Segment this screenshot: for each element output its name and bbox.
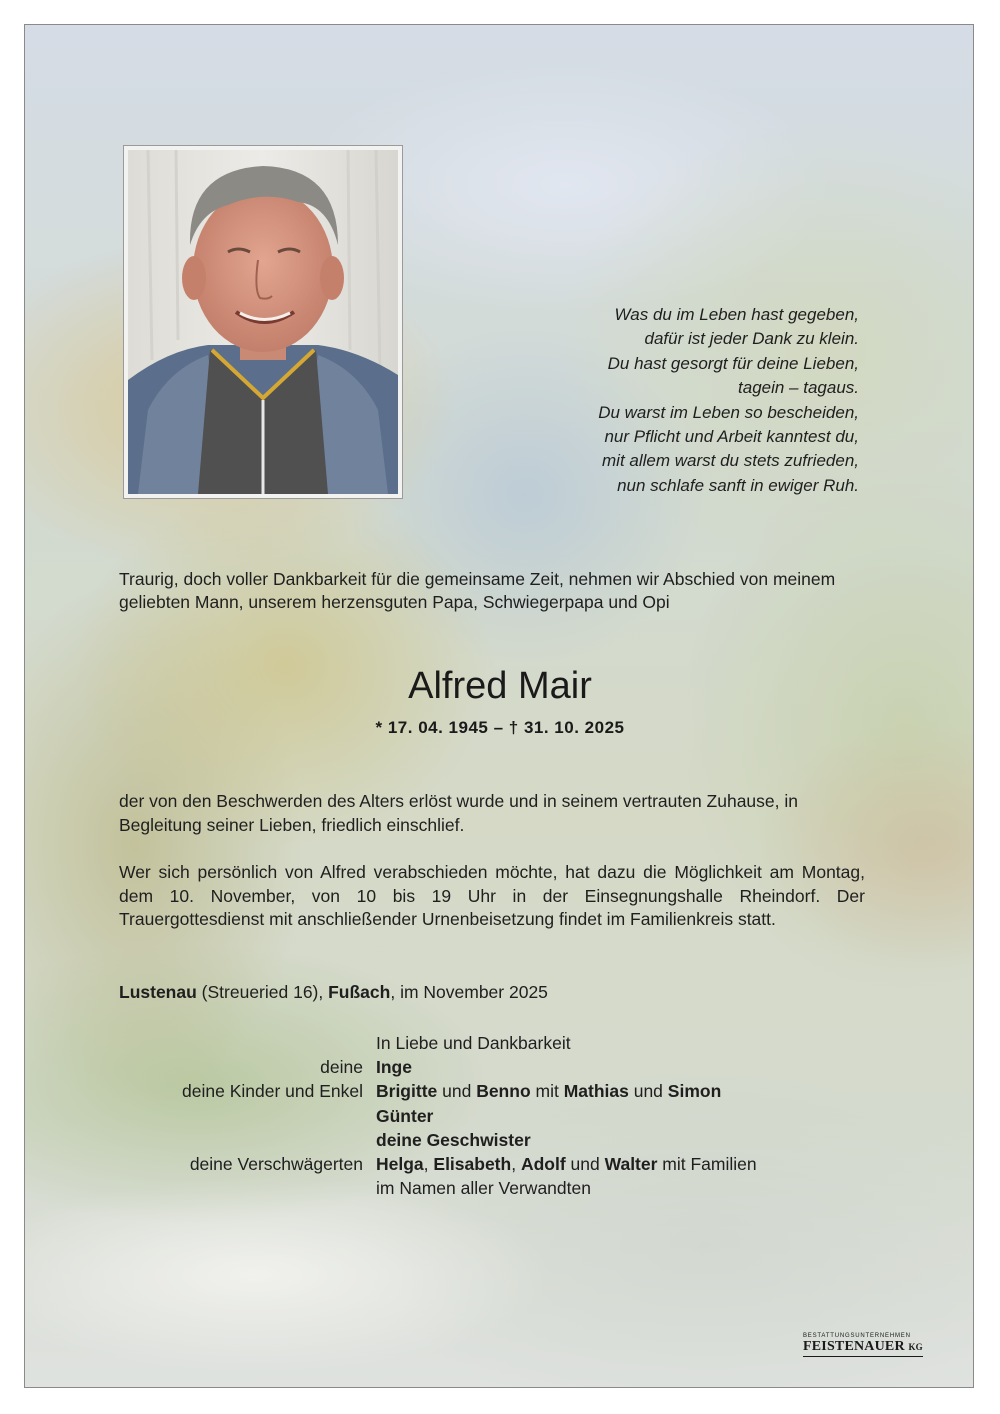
place-address: (Streueried 16),: [196, 982, 329, 1002]
inlaw-name: Helga: [376, 1153, 424, 1174]
siblings-text: deine Geschwister: [376, 1129, 531, 1150]
children-label: deine Kinder und Enkel: [182, 1081, 363, 1102]
poem-line: nur Pflicht und Arbeit kanntest du,: [604, 427, 859, 447]
connector: und: [437, 1081, 477, 1102]
siblings-line: [376, 1128, 757, 1152]
signature-intro: In Liebe und Dankbarkeit: [376, 1033, 571, 1053]
connector: ,: [511, 1153, 521, 1174]
connector: ,: [423, 1153, 434, 1174]
connector: und: [628, 1081, 668, 1102]
inlaws-label: deine Verschwägerten: [189, 1153, 363, 1174]
wife-name: [376, 1055, 757, 1079]
inlaw-name: Adolf: [520, 1153, 566, 1174]
deceased-name: Alfred Mair: [408, 665, 592, 707]
signature-names: [376, 1031, 757, 1200]
farewell-paragraph: Wer sich persönlich von Alfred verabschieden möchte, hat dazu die Möglichkeit am Montag, dem 10. November, von 10 bis 19 Uhr in der Einsegnungshalle Rheindorf. Der Trauergottesdienst mit anschließender Urnenbeisetzung findet im Familienkreis statt.: [119, 862, 865, 929]
logo-name: FEISTENAUER: [803, 1339, 905, 1354]
signature-spacer: [115, 1031, 363, 1055]
poem-line: Was du im Leben hast gegeben,: [614, 305, 859, 324]
place-date: , im November 2025: [390, 982, 548, 1002]
child-name-2-text: Günter: [376, 1105, 434, 1126]
wife-name-text: Inge: [376, 1057, 412, 1078]
place-town-2: Fußach: [328, 982, 391, 1002]
inlaws-names: [376, 1152, 757, 1176]
grandchild-name: Mathias: [563, 1081, 629, 1102]
logo-wordmark: [803, 1339, 923, 1357]
signature-spacer: [115, 1104, 363, 1128]
partner-name: Benno: [476, 1081, 531, 1102]
passing-paragraph: der von den Beschwerden des Alters erlöst wurde und in seinem vertrauten Zuhause, in Begleitung seiner Lieben, friedlich einschlief.: [119, 791, 798, 835]
relatives-line: im Namen aller Verwandten: [376, 1178, 591, 1199]
portrait-image: [128, 150, 398, 494]
obituary-frame: [24, 24, 974, 1388]
inlaw-name: Elisabeth: [433, 1153, 512, 1174]
signature-spacer: [115, 1128, 363, 1152]
poem-line: Du hast gesorgt für deine Lieben,: [607, 353, 859, 373]
children-names: [376, 1079, 757, 1103]
wife-label: deine: [320, 1057, 363, 1078]
poem-line: Du warst im Leben so bescheiden,: [598, 402, 859, 422]
place-town-1: Lustenau: [119, 982, 197, 1002]
logo-subtitle: BESTATTUNGSUNTERNEHMEN: [803, 1333, 911, 1339]
child-name-2: [376, 1104, 757, 1128]
poem-line: nun schlafe sanft in ewiger Ruh.: [617, 475, 859, 495]
poem-line: tagein – tagaus.: [738, 378, 859, 398]
families-text: mit Familien: [657, 1153, 757, 1174]
grandchild-name: Simon: [667, 1081, 722, 1102]
connector: und: [565, 1153, 605, 1174]
funeral-home-logo: [803, 1333, 923, 1357]
inlaw-name: Walter: [604, 1153, 658, 1174]
life-dates: * 17. 04. 1945 – † 31. 10. 2025: [375, 718, 625, 737]
poem: [598, 303, 859, 498]
signature-labels: [115, 1031, 363, 1176]
place-date-line: [119, 982, 548, 1003]
child-name: Brigitte: [376, 1081, 438, 1102]
poem-line: mit allem warst du stets zufrieden,: [602, 451, 859, 471]
logo-suffix: KG: [908, 1342, 923, 1352]
intro-text: Traurig, doch voller Dankbarkeit für die gemeinsame Zeit, nehmen wir Abschied von meinem geliebten Mann, unserem herzensguten Papa, Schwiegerpapa und Opi: [119, 569, 836, 612]
connector: mit: [530, 1081, 564, 1102]
portrait-photo: [123, 145, 403, 499]
poem-line: dafür ist jeder Dank zu klein.: [644, 329, 859, 349]
